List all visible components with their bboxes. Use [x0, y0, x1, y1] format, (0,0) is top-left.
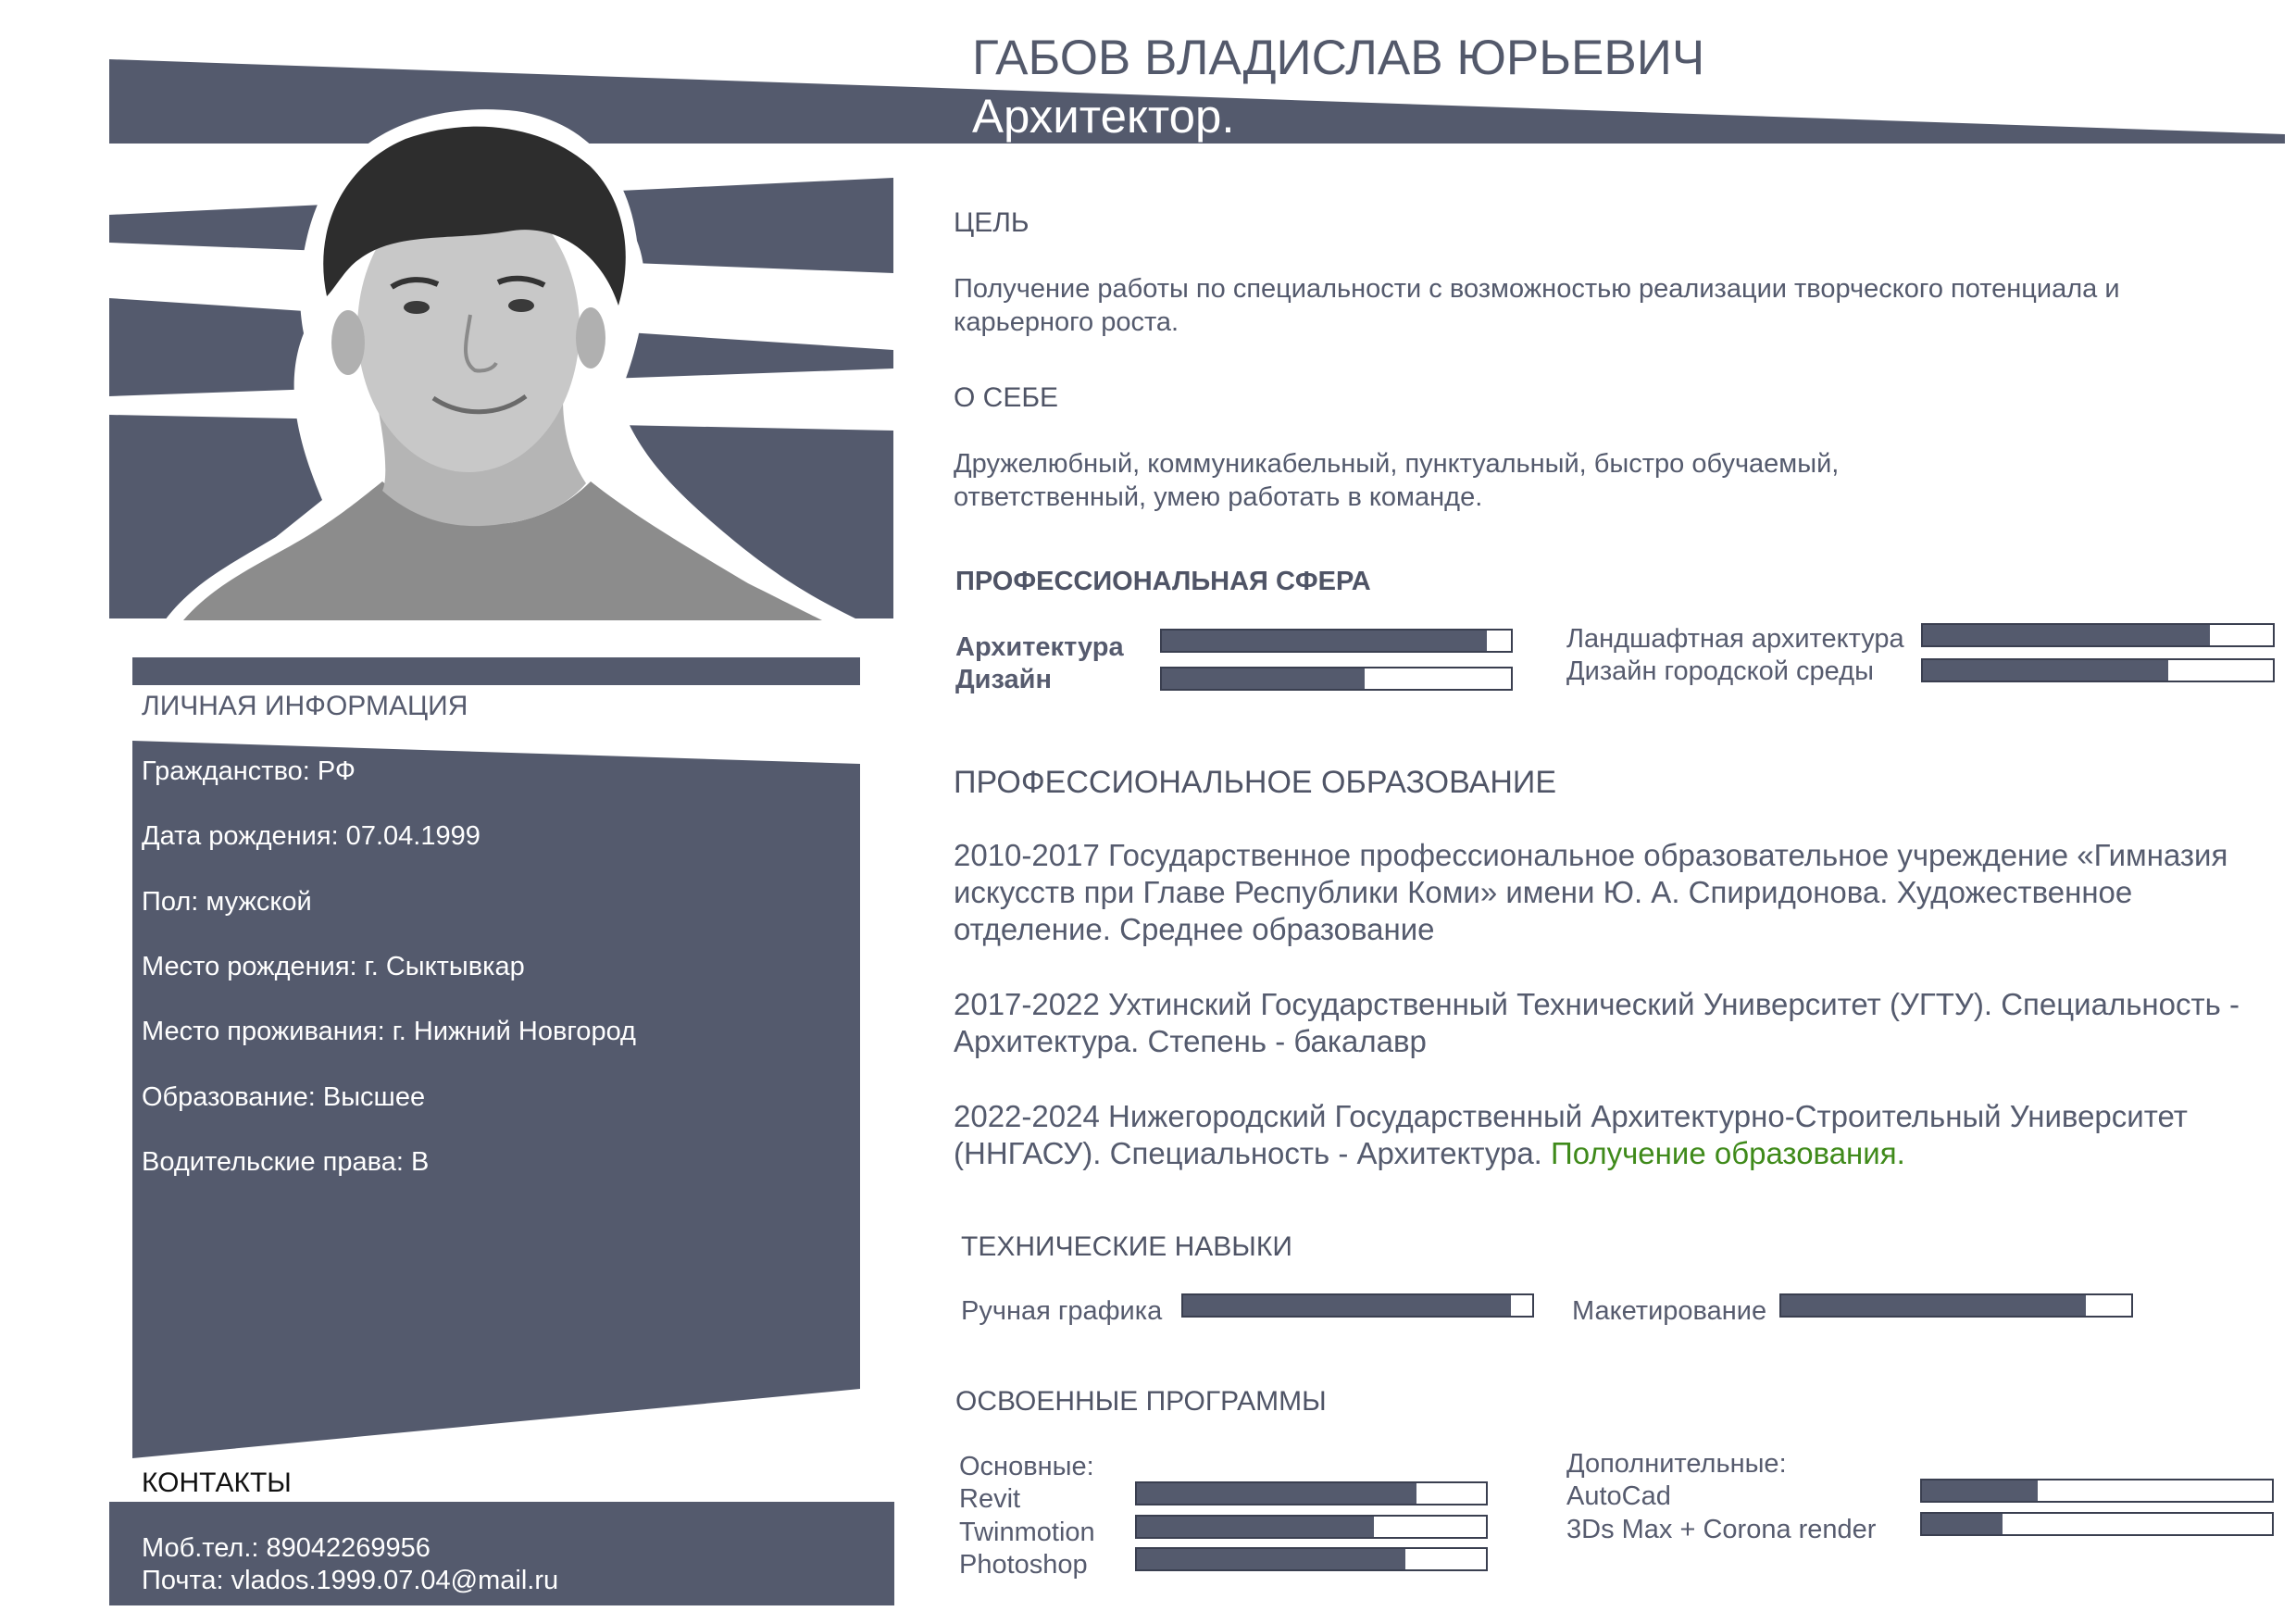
goal-text-line-1: Получение работы по специальности с возможностью реализации творческого потенциала и — [954, 274, 2120, 304]
program-bar-twinmotion — [1135, 1515, 1488, 1539]
education-item-1: 2010-2017 Государственное профессиональное образовательное учреждение «Гимназия искусств при Главе Республики Коми» имени Ю. А. Спиридонова. Художественное отделение. Среднее образование — [954, 838, 2228, 946]
program-label-autocad: AutoCad — [1566, 1481, 1671, 1511]
personal-birthplace: Место рождения: г. Сыктывкар — [142, 952, 525, 981]
program-label-photoshop: Photoshop — [959, 1550, 1088, 1580]
bar-fill — [1781, 1295, 2086, 1316]
skill-bar-design — [1160, 667, 1513, 691]
prof-sphere-title: ПРОФЕССИОНАЛЬНАЯ СФЕРА — [955, 567, 1371, 596]
about-text-line-2: ответственный, умею работать в команде. — [954, 482, 1483, 512]
skill-label-architecture: Архитектура — [955, 632, 1124, 662]
programs-main-label: Основные: — [959, 1452, 1094, 1481]
bar-fill — [1922, 1514, 2003, 1534]
personal-gender: Пол: мужской — [142, 887, 312, 917]
skill-label-design: Дизайн — [955, 665, 1052, 694]
tech-bar-modeling — [1779, 1293, 2133, 1318]
skill-label-landscape: Ландшафтная архитектура — [1566, 624, 1904, 654]
personal-residence: Место проживания: г. Нижний Новгород — [142, 1017, 636, 1046]
personal-info-title: ЛИЧНАЯ ИНФОРМАЦИЯ — [142, 691, 468, 721]
person-name: ГАБОВ ВЛАДИСЛАВ ЮРЬЕВИЧ — [972, 31, 1705, 85]
about-text-line-1: Дружелюбный, коммуникабельный, пунктуальный, быстро обучаемый, — [954, 449, 1840, 479]
contact-email: Почта: vlados.1999.07.04@mail.ru — [142, 1566, 559, 1595]
tech-skills-title: ТЕХНИЧЕСКИЕ НАВЫКИ — [961, 1231, 1292, 1262]
education-item-3: 2022-2024 Нижегородский Государственный Архитектурно-Строительный Университет (ННГАСУ). Специальность - Архитектура. Получение образования. — [954, 1099, 2188, 1170]
education-status-highlight: Получение образования. — [1551, 1136, 1905, 1170]
programs-extra-label: Дополнительные: — [1566, 1449, 1787, 1479]
person-role: Архитектор. — [972, 90, 1235, 143]
skill-bar-urban-design — [1921, 658, 2275, 682]
program-bar-photoshop — [1135, 1547, 1488, 1571]
bar-fill — [1137, 1517, 1374, 1537]
program-label-twinmotion: Twinmotion — [959, 1518, 1095, 1547]
right-eye — [508, 299, 534, 312]
education-item-2: 2017-2022 Ухтинский Государственный Технический Университет (УГТУ). Специальность - Архитектура. Степень - бакалавр — [954, 987, 2240, 1058]
programs-title: ОСВОЕННЫЕ ПРОГРАММЫ — [955, 1386, 1327, 1417]
personal-citizenship: Гражданство: РФ — [142, 756, 356, 786]
about-title: О СЕБЕ — [954, 382, 1059, 413]
personal-driving-license: Водительские права: В — [142, 1147, 430, 1177]
personal-band-top — [132, 657, 860, 685]
tech-label-modeling: Макетирование — [1572, 1296, 1767, 1326]
bar-fill — [1183, 1295, 1511, 1316]
bar-fill — [1137, 1549, 1405, 1569]
program-bar-revit — [1135, 1481, 1488, 1505]
bar-fill — [1162, 668, 1365, 689]
personal-education: Образование: Высшее — [142, 1082, 426, 1112]
left-eye — [404, 301, 430, 314]
goal-text-line-2: карьерного роста. — [954, 307, 1179, 337]
right-ear — [576, 307, 605, 369]
contact-phone: Моб.тел.: 89042269956 — [142, 1533, 430, 1563]
tech-bar-hand-graphics — [1181, 1293, 1534, 1318]
bar-fill — [1923, 660, 2168, 681]
portrait-photo — [156, 102, 859, 620]
left-ear — [331, 310, 365, 375]
bar-fill — [1137, 1483, 1416, 1504]
program-label-revit: Revit — [959, 1484, 1021, 1514]
skill-bar-landscape — [1921, 623, 2275, 647]
program-bar-autocad — [1920, 1479, 2274, 1503]
contacts-title: КОНТАКТЫ — [142, 1468, 292, 1498]
bar-fill — [1923, 625, 2210, 645]
tech-label-hand-graphics: Ручная графика — [961, 1296, 1163, 1326]
program-bar-3dsmax — [1920, 1512, 2274, 1536]
skill-label-urban-design: Дизайн городской среды — [1566, 656, 1874, 686]
bar-fill — [1922, 1480, 2038, 1501]
personal-birthdate: Дата рождения: 07.04.1999 — [142, 821, 480, 851]
education-title: ПРОФЕССИОНАЛЬНОЕ ОБРАЗОВАНИЕ — [954, 765, 1557, 800]
bar-fill — [1162, 631, 1487, 651]
goal-title: ЦЕЛЬ — [954, 207, 1029, 238]
program-label-3dsmax: 3Ds Max + Corona render — [1566, 1515, 1877, 1544]
skill-bar-architecture — [1160, 629, 1513, 653]
